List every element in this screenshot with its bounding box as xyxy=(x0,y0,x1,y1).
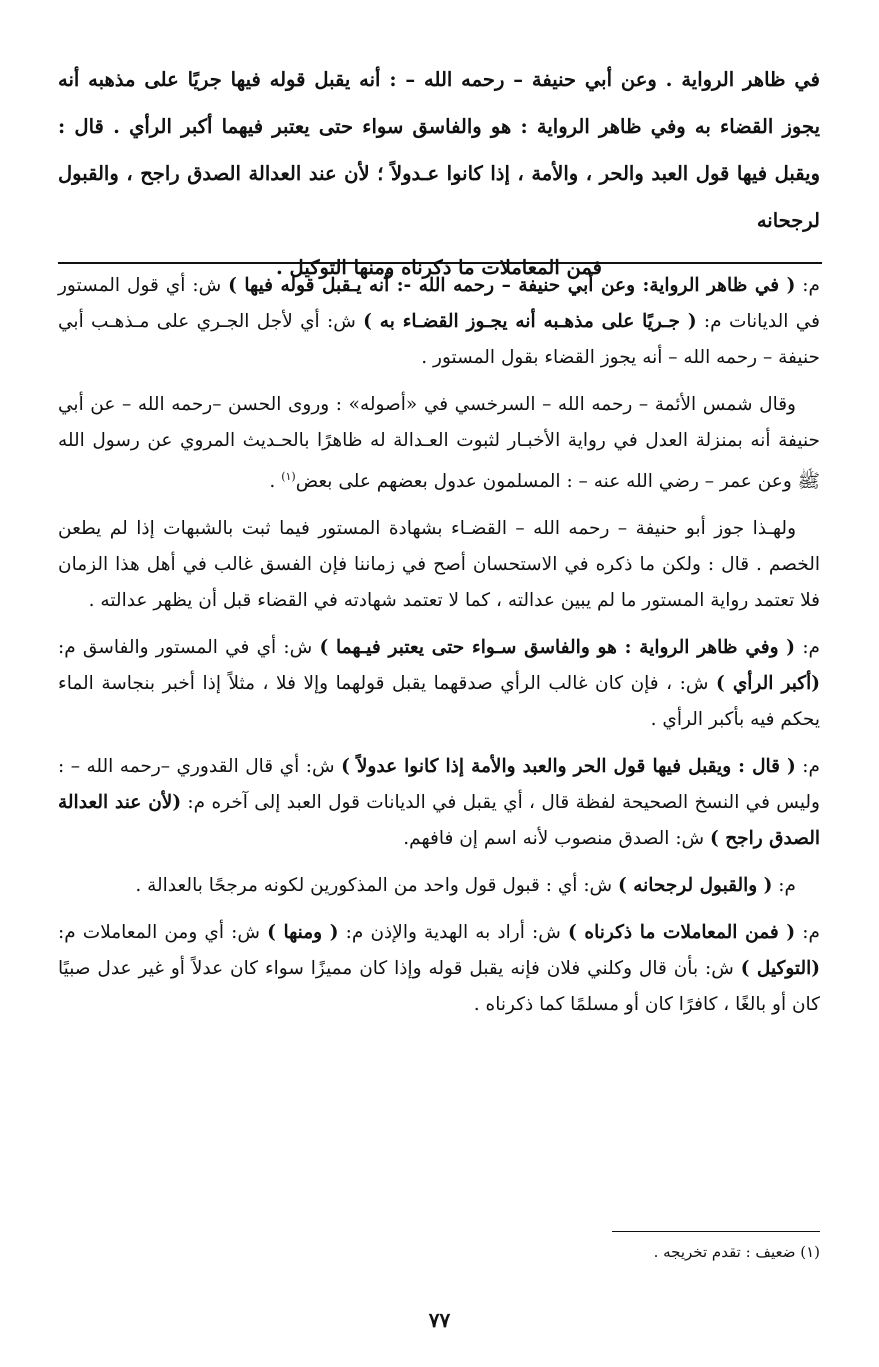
matn-marker: م: xyxy=(795,275,820,296)
commentary-paragraph xyxy=(58,868,820,904)
matn-marker: م: xyxy=(772,875,796,897)
quoted-matn: ( في ظاهر الرواية: وعن أبي حنيفة – رحمه الله -: أنه يـقبل قوله فيها ) xyxy=(228,275,796,296)
quoted-matn: ( وفي ظاهر الرواية : هو والفاسق سـواء حتى يعتبر فيـهما ) xyxy=(319,637,796,659)
footnote-rule xyxy=(612,1231,820,1232)
commentary-paragraph: وقال شمس الأئمة – رحمه الله – السرخسي في «أصوله» : وروى الحسن –رحمه الله – عن أبي حنيفة أنه بمنزلة العدل في رواية الأخبـار لثبوت العـدالة له ظاهرًا بالحـديث المروي عن رسول الله ﷺ وعن عمر – رضي الله عنه – : المسلمون عدول بعضهم على بعض$^{(١)}$ . xyxy=(58,394,820,493)
footnote-reference: (١) xyxy=(281,470,296,483)
sharh-text: ش: أي قول المستور في الديانات xyxy=(58,275,820,332)
quoted-matn: ( والقبول لرجحانه ) xyxy=(618,875,773,897)
matn-marker: م: xyxy=(181,792,206,814)
commentary-paragraph xyxy=(58,749,820,857)
quoted-matn: (التوكيل ) xyxy=(740,958,821,980)
commentary-paragraph xyxy=(58,268,820,376)
sharh-text: وقال شمس الأئمة – رحمه الله – السرخسي في «أصوله» : وروى الحسن –رحمه الله – عن أبي حنيفة أنه بمنزلة العدل في رواية الأخبـار لثبوت العـدالة له ظاهرًا بالحـديث المروي عن رسول الله ﷺ وعن عمر – رضي الله عنه – : المسلمون عدول بعضهم على بعض xyxy=(58,394,820,493)
sharh-text: ش: أي : قبول قول واحد من المذكورين لكونه مرجحًا بالعدالة . xyxy=(135,875,619,897)
sharh-text: ش: بأن قال وكلني فلان فإنه يقبل قوله وإذا كان مميزًا سواء كان عدلاً أو غير عدل صبيًا كان أو بالغًا ، كافرًا كان أو مسلمًا كما ذكرناه . xyxy=(58,958,820,1016)
matn-marker: م: xyxy=(795,637,820,659)
quoted-matn: (لأن عند العدالة الصدق راجح ) xyxy=(58,792,820,850)
commentary xyxy=(58,268,820,1034)
sharh-text: ش: أراد به الهدية والإذن xyxy=(363,922,568,944)
footnote: (١) ضعيف : تقدم تخريجه . xyxy=(653,1243,820,1261)
quoted-matn: ( ومنها ) xyxy=(267,922,339,944)
commentary-paragraph xyxy=(58,630,820,738)
matn-marker: م: xyxy=(338,922,364,944)
commentary-paragraph xyxy=(58,915,820,1023)
sharh-text: ش: أي قال القدوري –رحمه الله – : وليس في النسخ الصحيحة لفظة قال ، أي يقبل في الديانات قول العبد إلى آخره xyxy=(58,756,820,814)
page-number: ٧٧ xyxy=(428,1308,451,1332)
main-text-last-line: فمن المعاملات ما ذكرناه ومنها التوكيل . xyxy=(275,256,602,279)
matn-marker: م: xyxy=(58,922,76,944)
quoted-matn: (أكبر الرأي ) xyxy=(715,673,820,695)
quoted-matn: ( قال : ويقبل فيها قول الحر والعبد والأمة إذا كانوا عدولاً ) xyxy=(341,756,796,778)
separator-rule xyxy=(58,262,822,264)
sharh-text: ش: أي في المستور والفاسق xyxy=(75,637,320,659)
sharh-text: ش: الصدق منصوب لأنه اسم إن فافهم. xyxy=(403,828,711,850)
matn-marker: م: xyxy=(58,637,76,659)
quoted-matn: ( جـريًا على مذهـبه أنه يجـوز القضـاء به ) xyxy=(363,311,697,332)
quoted-matn: ( فمن المعاملات ما ذكرناه ) xyxy=(567,922,796,944)
sharh-text: ش: ، فإن كان غالب الرأي صدقهما يقبل قولهما وإلا فلا ، مثلاً إذا أخبر بنجاسة الماء يحكم فيه بأكبر الرأي . xyxy=(58,673,820,731)
main-text xyxy=(58,56,820,291)
matn-marker: م: xyxy=(795,756,820,778)
sharh-text: ش: أي لأجل الجـري على مـذهـب أبي حنيفة – رحمه الله – أنه يجوز القضاء بقول المستور . xyxy=(58,311,820,368)
matn-marker: م: xyxy=(795,922,820,944)
sharh-text: ش: أي ومن المعاملات xyxy=(75,922,268,944)
matn-marker: م: xyxy=(696,311,722,332)
commentary-paragraph: ولهـذا جوز أبو حنيفة – رحمه الله – القضـاء بشهادة المستور فيما ثبت بالشبهات إذا لم يطعن الخصم . قال : ولكن ما ذكره في الاستحسان أصح في زماننا فإن الفسق غالب في أهل هذا الزمان فلا تعتمد رواية المستور ما لم يبين عدالته ، كما لا تعتمد شهادته في القضاء قبل أن يظهر عدالته . xyxy=(58,518,820,612)
main-text-paragraph: في ظاهر الرواية . وعن أبي حنيفة – رحمه الله – : أنه يقبل قوله فيها جريًا على مذهبه أنه يجوز القضاء به وفي ظاهر الرواية : هو والفاسق سواء حتى يعتبر فيهما أكبر الرأي . قال : ويقبل فيها قول العبد والحر ، والأمة ، إذا كانوا عـدولاً ؛ لأن عند العدالة الصدق راجح ، والقبول لرجحانه xyxy=(58,68,820,232)
